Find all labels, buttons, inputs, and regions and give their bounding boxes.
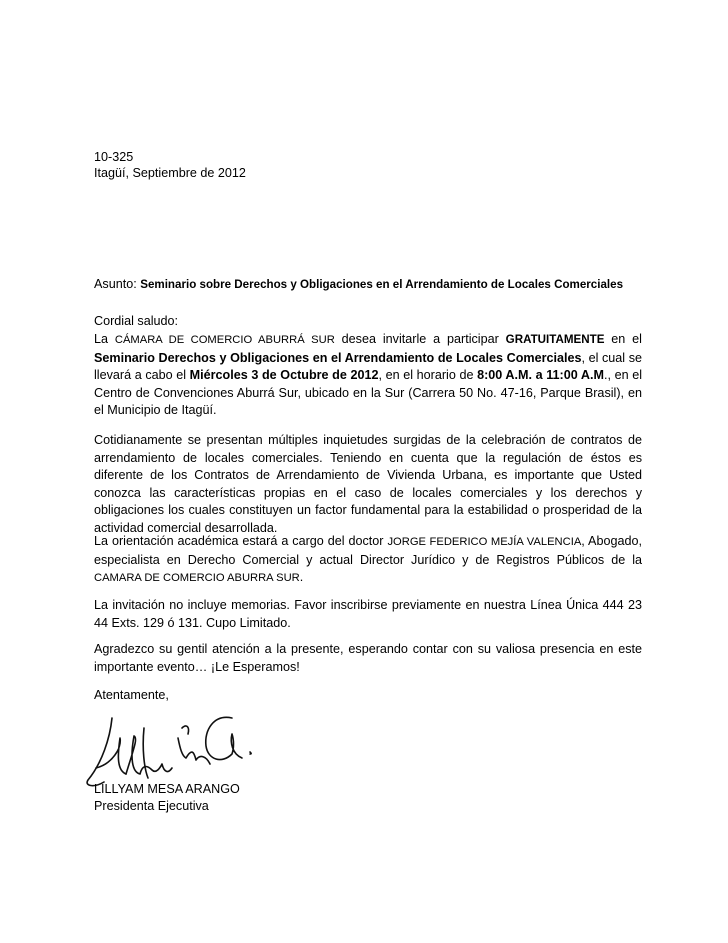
p1-text-5: , en el horario de (378, 368, 478, 383)
paragraph-invitation (94, 331, 642, 420)
signer-name: LILLYAM MESA ARANGO (94, 782, 240, 796)
p3-text-2: , Abogado, especialista en Derecho Comercial y actual Director Jurídico y de Registros Públicos de la (94, 534, 642, 567)
paragraph-thanks: Agradezco su gentil atención a la presente, esperando contar con su valiosa presencia en este importante evento… ¡Le Esperamos! (94, 642, 642, 674)
subject-text: Seminario sobre Derechos y Obligaciones en el Arrendamiento de Locales Comerciales (140, 278, 624, 291)
letter-header (94, 149, 246, 181)
p1-event-date: Miércoles 3 de Octubre de 2012 (189, 368, 379, 383)
reference-number: 10-325 (94, 150, 134, 164)
signer-title: Presidenta Ejecutiva (94, 798, 209, 813)
greeting: Cordial saludo: (94, 314, 179, 328)
p3-speaker-name: JORGE FEDERICO MEJÍA VALENCIA (387, 536, 582, 548)
p3-text-3: . (299, 570, 304, 585)
subject-label: Asunto: (94, 277, 137, 291)
paragraph-context: Cotidianamente se presentan múltiples inquietudes surgidas de la celebración de contratos de arrendamiento de locales comerciales. Teniendo en cuenta que la regulación de éstos es diferente de los Contratos de Arrendamiento de Vivienda Urbana, es importante que Usted conozca las características propias en el caso de locales comerciales y los derechos y obligaciones los cuales constituyen un factor fundamental para la estabilidad o prosperidad de la actividad comercial desarrollada. (94, 433, 642, 535)
paragraph-registration: La invitación no incluye memorias. Favor inscribirse previamente en nuestra Línea Única 444 23 44 Exts. 129 ó 131. Cupo Limitado. (94, 598, 642, 630)
p1-text-2: desea invitarle a participar (334, 332, 506, 346)
closing: Atentamente, (94, 688, 169, 702)
p1-text-6: ., en el Centro de Convenciones Aburrá Sur, ubicado en la Sur (Carrera 50 No. 47-16, Parque Brasil), en el Municipio de Itagüí. (94, 368, 642, 418)
subject-line (94, 276, 623, 293)
p1-organization: CÁMARA DE COMERCIO ABURRÁ SUR (114, 334, 335, 346)
signer-block (94, 781, 240, 814)
p1-text-3: en el (604, 332, 642, 346)
p1-free-label: GRATUITAMENTE (505, 333, 605, 346)
paragraph-speaker (94, 533, 642, 588)
place-date: Itagüí, Septiembre de 2012 (94, 166, 246, 180)
p3-text-1: La orientación académica estará a cargo del doctor (94, 534, 388, 548)
p3-organization: CAMARA DE COMERCIO ABURRA SUR (94, 572, 300, 585)
p1-event-time: 8:00 A.M. a 11:00 A.M (477, 368, 604, 383)
p1-event-name: Seminario Derechos y Obligaciones en el Arrendamiento de Locales Comerciales (94, 350, 582, 365)
p1-text-1: La (94, 332, 115, 346)
p1-text-4: , el cual se llevará a cabo el (94, 350, 642, 383)
